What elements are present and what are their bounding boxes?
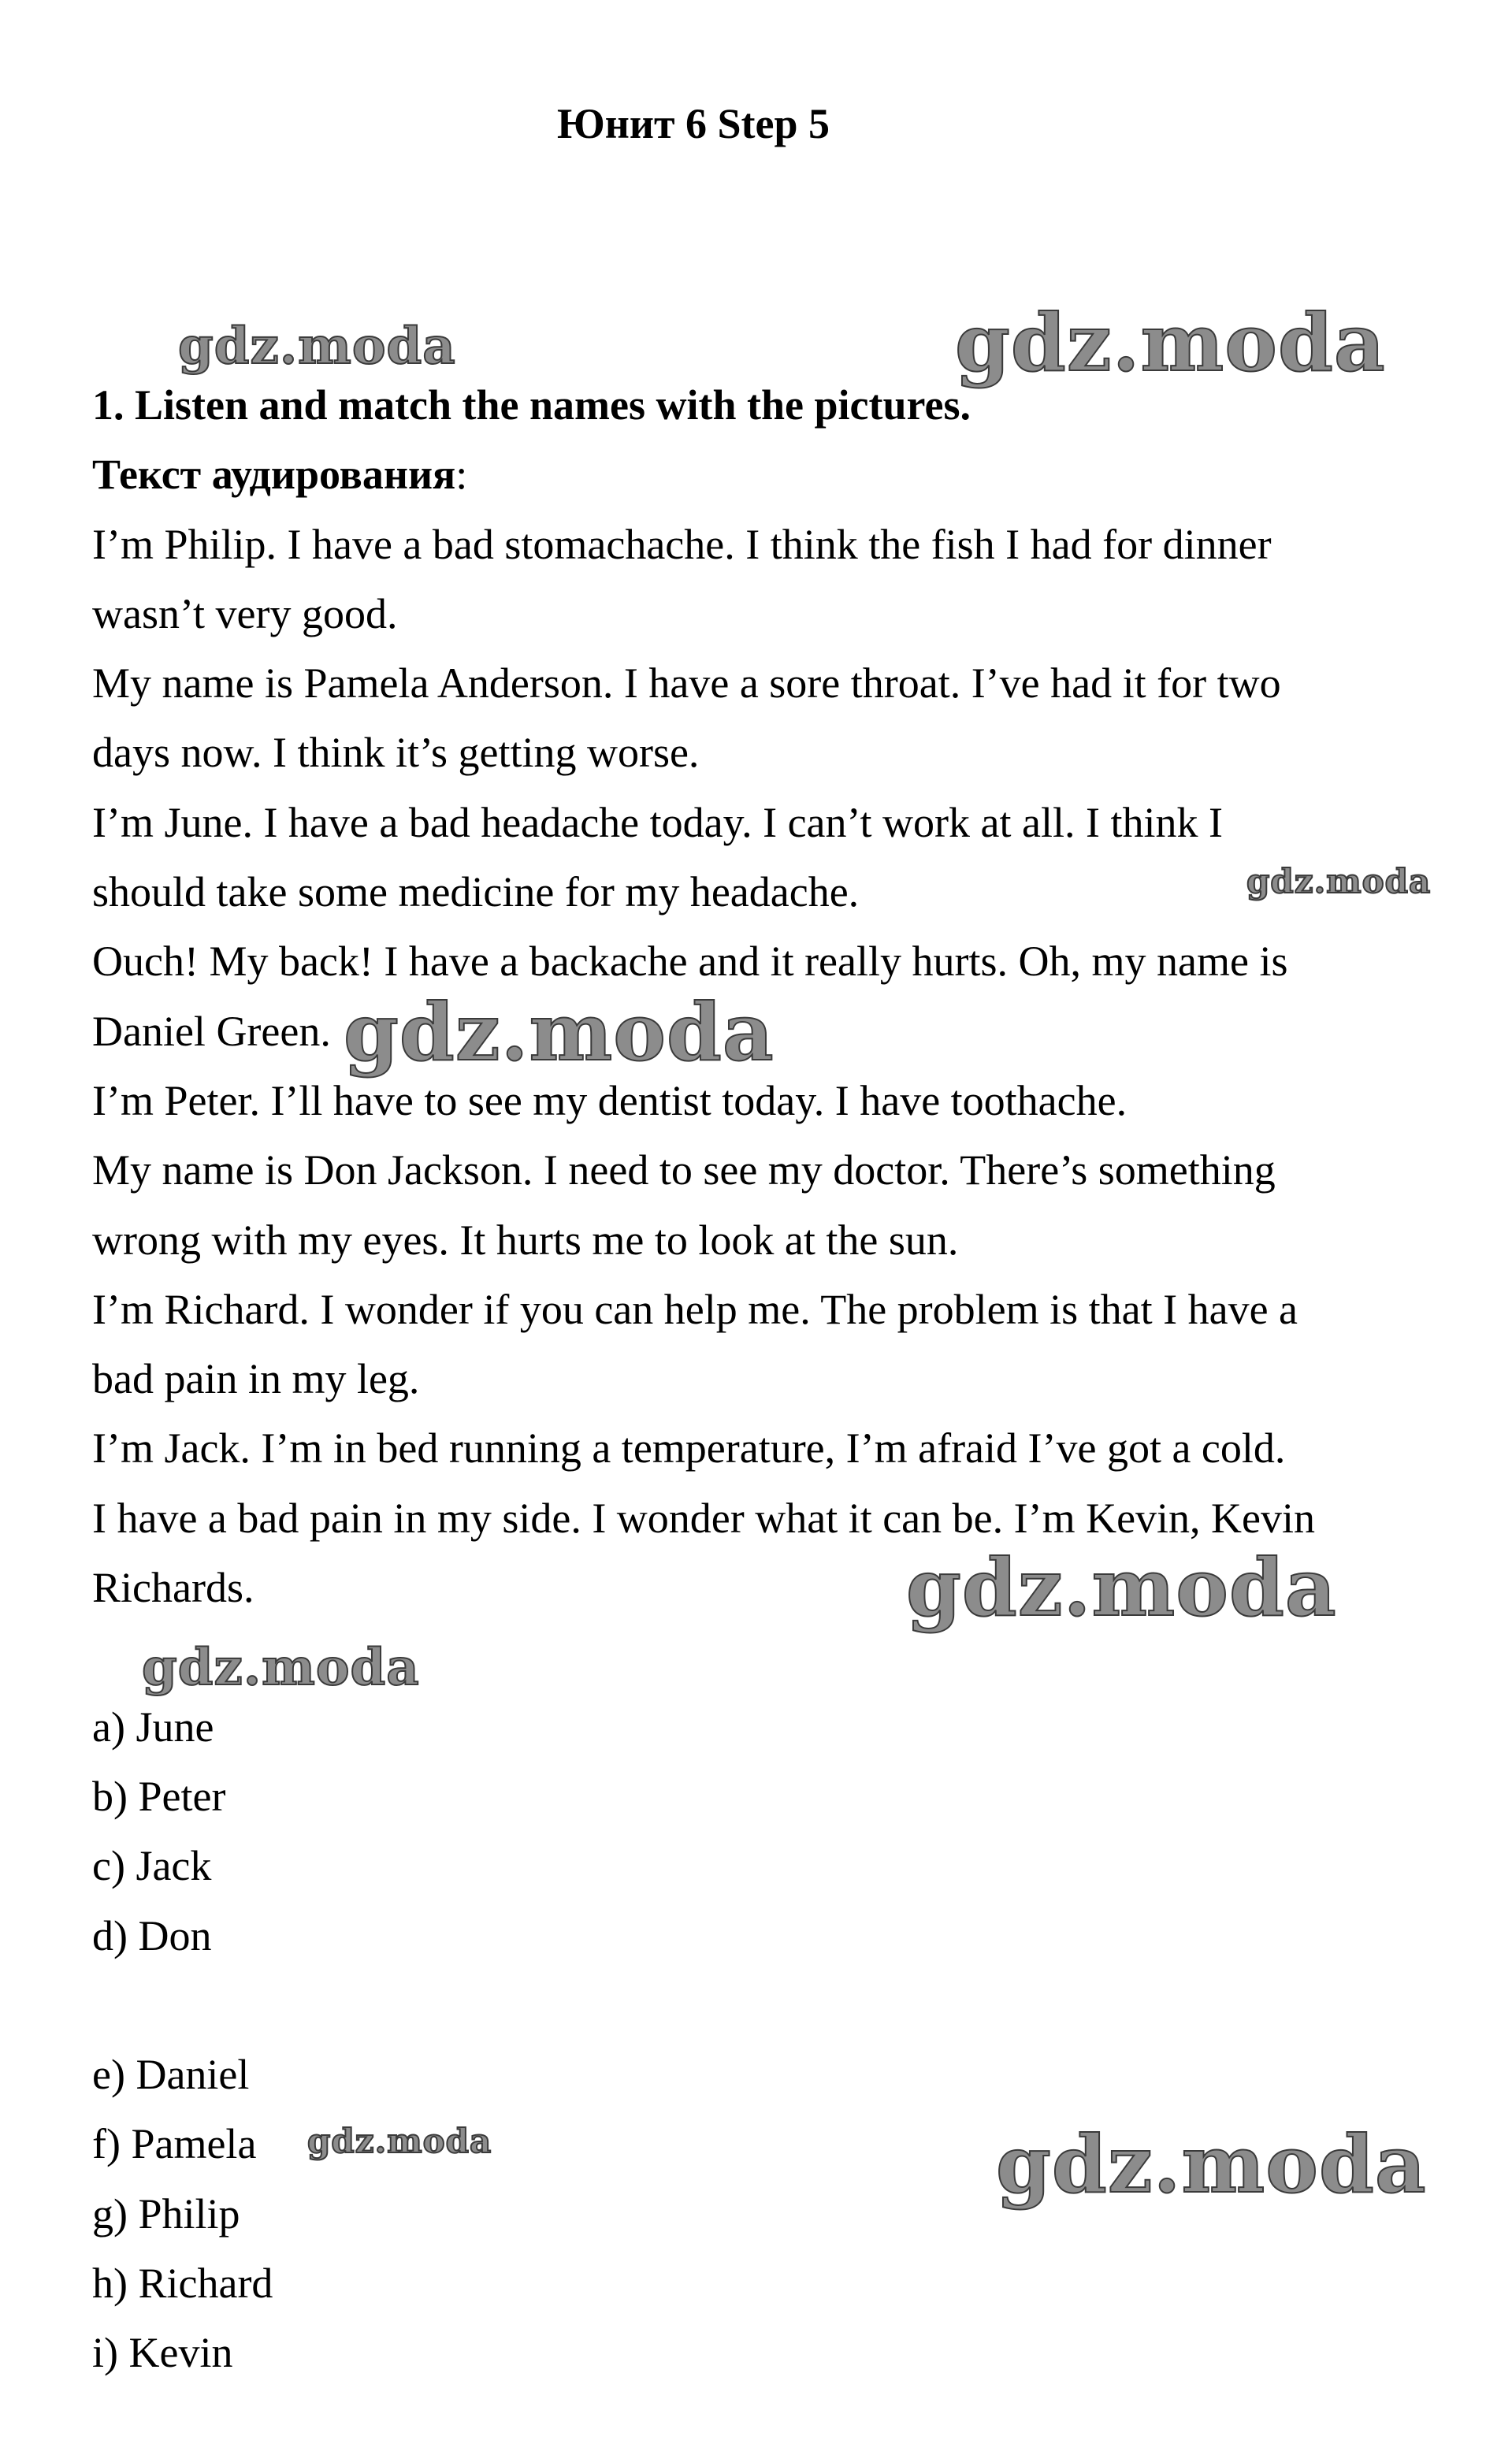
exercise-heading: 1. Listen and match the names with the pictures. [92, 381, 971, 429]
transcript-line: I have a bad pain in my side. I wonder what it can be. I’m Kevin, Kevin [92, 1494, 1316, 1542]
transcript-line: wasn’t very good. [92, 589, 398, 637]
transcript-line: My name is Don Jackson. I need to see my doctor. There’s something [92, 1146, 1276, 1194]
watermark: gdz.moda [1246, 862, 1432, 901]
transcript-line: My name is Pamela Anderson. I have a sore throat. I’ve had it for two [92, 659, 1281, 707]
answer-item: i) Kevin [92, 2329, 233, 2377]
exercise-content [92, 370, 1432, 2388]
watermark: gdz.moda [344, 986, 775, 1079]
transcript-line: days now. I think it’s getting worse. [92, 729, 700, 777]
transcript-colon: : [455, 451, 468, 499]
answer-item: b) Peter [92, 1772, 226, 1820]
transcript-line: should take some medicine for my headache. [92, 868, 860, 916]
watermark: gdz.moda [906, 1541, 1337, 1634]
transcript-line: Ouch! My back! I have a backache and it really hurts. Oh, my name is [92, 938, 1288, 986]
answer-item: c) Jack [92, 1842, 212, 1890]
transcript-line: I’m Peter. I’ll have to see my dentist today. I have toothache. [92, 1076, 1127, 1124]
watermark: gdz.moda [996, 2118, 1427, 2211]
transcript-line: wrong with my eyes. It hurts me to look at the sun. [92, 1216, 959, 1264]
watermark: gdz.moda [142, 1638, 420, 1697]
watermark: gdz.moda [307, 2122, 492, 2160]
transcript-line: I’m Richard. I wonder if you can help me. The problem is that I have a [92, 1285, 1298, 1333]
transcript-line: Richards. [92, 1564, 254, 1612]
answer-item: d) Don [92, 1911, 212, 1959]
spacer [92, 1970, 1432, 2040]
transcript-line: Daniel Green. [92, 1007, 331, 1055]
answer-item: g) Philip [92, 2189, 240, 2238]
transcript-line: I’m Philip. I have a bad stomachache. I think the fish I had for dinner [92, 520, 1272, 568]
transcript-line: I’m Jack. I’m in bed running a temperature, I’m afraid I’ve got a cold. [92, 1424, 1286, 1473]
watermark: gdz.moda [178, 317, 456, 376]
answer-item: f) Pamela [92, 2120, 257, 2168]
answer-item: h) Richard [92, 2260, 273, 2308]
spacer [92, 1622, 1432, 1697]
transcript-line: I’m June. I have a bad headache today. I can’t work at all. I think I [92, 798, 1223, 846]
transcript-label-line [92, 440, 1432, 509]
watermark: gdz.moda [955, 296, 1386, 389]
page-title: Юнит 6 Step 5 [556, 100, 830, 147]
answer-item: e) Daniel [92, 2051, 250, 2099]
transcript-label: Текст аудирования [92, 451, 456, 499]
transcript-line: bad pain in my leg. [92, 1355, 420, 1403]
answer-item: a) June [92, 1703, 214, 1751]
